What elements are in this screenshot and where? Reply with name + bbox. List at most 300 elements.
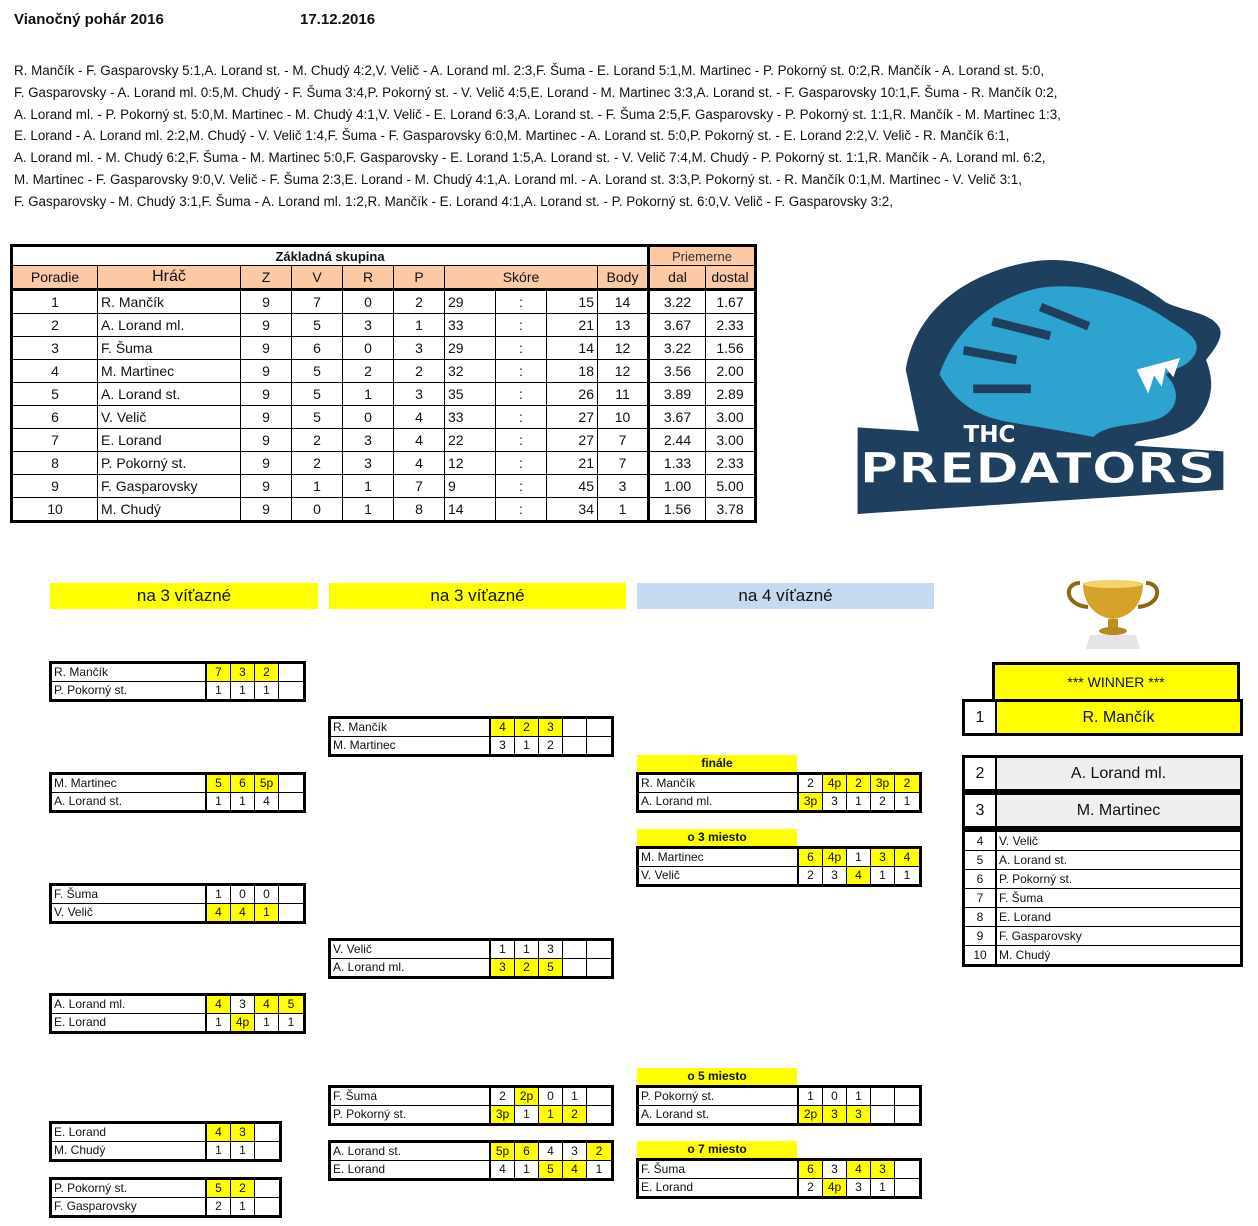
- cell-rank: 5: [12, 383, 98, 406]
- match-player-row: [639, 1088, 919, 1105]
- match-player-row: [331, 736, 611, 754]
- set-score: 1: [231, 1142, 255, 1159]
- place-name: M. Martinec: [997, 795, 1240, 826]
- place-number: 1: [965, 702, 997, 733]
- set-score: 6: [799, 849, 823, 866]
- cell-dostal: 2.00: [706, 360, 756, 383]
- standings-row: [12, 429, 756, 452]
- set-score: 2: [515, 959, 539, 976]
- set-score: 2: [847, 775, 871, 792]
- cell-sep: :: [496, 429, 547, 452]
- results-line: A. Lorand ml. - P. Pokorný st. 5:0,M. Martinec - M. Chudý 4:1,V. Velič - E. Lorand 6:3,A. Lorand st. - F. Šuma 2:5,F. Gasparovsky - P. Pokorný st. 1:1,R. Mančík - M. Martinec 1:3,: [14, 106, 1061, 122]
- set-score: [563, 941, 587, 958]
- player-name: M. Martinec: [331, 737, 491, 754]
- cell-v: 5: [292, 383, 343, 406]
- set-score: 4: [231, 904, 255, 921]
- match-label-fifth: o 5 miesto: [637, 1068, 797, 1085]
- set-score: 4p: [823, 849, 847, 866]
- set-score: 3: [231, 664, 255, 681]
- set-score: 0: [255, 886, 279, 903]
- player-name: F. Šuma: [639, 1161, 799, 1178]
- set-score: [895, 1088, 919, 1105]
- cell-dal: 2.44: [649, 429, 706, 452]
- match-player-row: [639, 849, 919, 866]
- standings-row: [12, 406, 756, 429]
- match-qf3: [49, 883, 306, 924]
- set-score: 2p: [515, 1088, 539, 1105]
- set-score: 1: [255, 904, 279, 921]
- cell-ga: 34: [547, 498, 598, 522]
- player-name: R. Mančík: [639, 775, 799, 792]
- set-score: 1: [515, 941, 539, 958]
- set-score: 2: [231, 1180, 255, 1197]
- col-header-avg-conceded: dostal: [706, 266, 756, 290]
- set-score: 3: [823, 1106, 847, 1123]
- cell-r: 0: [343, 337, 394, 360]
- set-score: [871, 1088, 895, 1105]
- set-score: 1: [207, 1014, 231, 1031]
- cell-pts: 12: [598, 360, 649, 383]
- cell-pts: 7: [598, 452, 649, 475]
- match-player-row: [331, 1143, 611, 1160]
- cell-p: 3: [394, 337, 445, 360]
- set-score: 1: [847, 849, 871, 866]
- cell-rank: 4: [12, 360, 98, 383]
- set-score: 2: [799, 1179, 823, 1196]
- set-score: 4p: [231, 1014, 255, 1031]
- page-title: Vianočný pohár 2016: [14, 11, 164, 28]
- match-player-row: [639, 1105, 919, 1123]
- cell-name: E. Lorand: [98, 429, 241, 452]
- player-name: E. Lorand: [52, 1124, 207, 1141]
- match-label-final: finále: [637, 755, 797, 772]
- cell-p: 3: [394, 383, 445, 406]
- cell-dostal: 3.00: [706, 429, 756, 452]
- set-score: [255, 1180, 279, 1197]
- round-header-1: na 3 víťazné: [50, 583, 318, 609]
- set-score: 3: [847, 1179, 871, 1196]
- cell-dal: 3.56: [649, 360, 706, 383]
- place-number: 9: [965, 927, 997, 945]
- player-name: E. Lorand: [639, 1179, 799, 1196]
- set-score: 4p: [823, 1179, 847, 1196]
- match-player-row: [52, 1013, 303, 1031]
- cell-gf: 33: [445, 314, 496, 337]
- round-header-3: na 4 víťazné: [637, 583, 934, 609]
- cell-rank: 10: [12, 498, 98, 522]
- match-pre2: [49, 1177, 282, 1218]
- cell-gf: 9: [445, 475, 496, 498]
- set-score: [895, 1179, 919, 1196]
- match-player-row: [52, 681, 303, 699]
- cell-dal: 1.33: [649, 452, 706, 475]
- cell-p: 8: [394, 498, 445, 522]
- set-score: 1: [871, 867, 895, 884]
- logo-line1: THC: [963, 421, 1016, 448]
- set-score: 1: [207, 1142, 231, 1159]
- set-score: 0: [539, 1088, 563, 1105]
- cell-rank: 6: [12, 406, 98, 429]
- cell-pts: 13: [598, 314, 649, 337]
- set-score: 1: [255, 1014, 279, 1031]
- match-sf2: [328, 938, 614, 979]
- set-score: 1: [539, 1106, 563, 1123]
- place-number: 8: [965, 908, 997, 926]
- place-row: [965, 888, 1240, 907]
- set-score: 3: [871, 849, 895, 866]
- winner-label: *** WINNER ***: [992, 662, 1240, 700]
- place-row: [965, 832, 1240, 850]
- player-name: P. Pokorný st.: [331, 1106, 491, 1123]
- results-line: M. Martinec - F. Gasparovsky 9:0,V. Velič - F. Šuma 2:3,E. Lorand - M. Chudý 4:1,A. Lorand ml. - A. Lorand st. 3:3,P. Pokorný st. - R. Mančík 0:1,M. Martinec - V. Velič 3:1,: [14, 171, 1022, 187]
- set-score: 4: [895, 849, 919, 866]
- set-score: 2: [207, 1198, 231, 1215]
- set-score: 1: [207, 793, 231, 810]
- set-score: [563, 737, 587, 754]
- cell-ga: 21: [547, 452, 598, 475]
- match-player-row: [639, 1178, 919, 1196]
- set-score: 4: [207, 904, 231, 921]
- cell-pts: 1: [598, 498, 649, 522]
- cell-p: 2: [394, 290, 445, 314]
- cell-sep: :: [496, 452, 547, 475]
- cell-v: 1: [292, 475, 343, 498]
- player-name: E. Lorand: [52, 1014, 207, 1031]
- standings-row: [12, 337, 756, 360]
- place-number: 5: [965, 851, 997, 869]
- place-name: E. Lorand: [999, 910, 1052, 924]
- set-score: [279, 682, 303, 699]
- cell-dostal: 3.00: [706, 406, 756, 429]
- cell-v: 2: [292, 429, 343, 452]
- cell-gf: 12: [445, 452, 496, 475]
- cell-z: 9: [241, 452, 292, 475]
- cell-rank: 9: [12, 475, 98, 498]
- set-score: 0: [231, 886, 255, 903]
- cell-sep: :: [496, 314, 547, 337]
- set-score: [871, 1106, 895, 1123]
- player-name: M. Martinec: [639, 849, 799, 866]
- cell-gf: 29: [445, 290, 496, 314]
- player-name: F. Šuma: [331, 1088, 491, 1105]
- set-score: 3p: [799, 793, 823, 810]
- set-score: 4: [847, 1161, 871, 1178]
- set-score: 1: [847, 793, 871, 810]
- col-header-losses: P: [394, 266, 445, 290]
- set-score: 1: [595, 1162, 603, 1176]
- set-score: 1: [231, 793, 255, 810]
- set-score: 2: [799, 775, 823, 792]
- cell-v: 7: [292, 290, 343, 314]
- cell-pts: 12: [598, 337, 649, 360]
- set-score: 1: [903, 868, 911, 882]
- place-name: R. Mančík: [997, 702, 1240, 733]
- set-score: 4: [847, 867, 871, 884]
- player-name: A. Lorand ml.: [331, 959, 491, 976]
- cell-pts: 7: [598, 429, 649, 452]
- set-score: 3p: [491, 1106, 515, 1123]
- set-score: 7: [207, 664, 231, 681]
- cell-z: 9: [241, 429, 292, 452]
- cell-dal: 3.67: [649, 406, 706, 429]
- set-score: 1: [847, 1088, 871, 1105]
- cell-v: 6: [292, 337, 343, 360]
- cell-v: 5: [292, 360, 343, 383]
- set-score: 2p: [799, 1106, 823, 1123]
- cell-dal: 3.67: [649, 314, 706, 337]
- match-cl1: [328, 1085, 614, 1126]
- set-score: 2: [255, 664, 279, 681]
- match-player-row: [52, 996, 303, 1013]
- cell-z: 9: [241, 314, 292, 337]
- player-name: V. Velič: [52, 904, 207, 921]
- cell-ga: 27: [547, 429, 598, 452]
- set-score: 4: [491, 1161, 515, 1178]
- standings-row: [12, 498, 756, 522]
- cell-r: 3: [343, 452, 394, 475]
- cell-p: 1: [394, 314, 445, 337]
- match-qf1: [49, 661, 306, 702]
- match-player-row: [331, 1105, 611, 1123]
- player-name: P. Pokorný st.: [639, 1088, 799, 1105]
- col-header-avg-scored: dal: [649, 266, 706, 290]
- place-row: [965, 926, 1240, 945]
- set-score: 3: [823, 1161, 847, 1178]
- results-line: R. Mančík - F. Gasparovsky 5:1,A. Lorand st. - M. Chudý 4:2,V. Velič - A. Lorand ml. 2:3,F. Šuma - E. Lorand 5:1,M. Martinec - P. Pokorný st. 0:2,R. Mančík - A. Lorand st. 5:0,: [14, 63, 1045, 78]
- set-score: [587, 941, 611, 958]
- cell-r: 3: [343, 429, 394, 452]
- cell-name: V. Velič: [98, 406, 241, 429]
- set-score: 2: [871, 793, 895, 810]
- cell-dostal: 2.33: [706, 314, 756, 337]
- set-score: 3: [847, 1106, 871, 1123]
- col-header-rank: Poradie: [12, 266, 98, 290]
- set-score: 1: [207, 886, 231, 903]
- cell-ga: 18: [547, 360, 598, 383]
- cell-rank: 2: [12, 314, 98, 337]
- cell-sep: :: [496, 360, 547, 383]
- col-header-points: Body: [598, 266, 649, 290]
- place-name: P. Pokorný st.: [999, 872, 1073, 886]
- set-score: 3: [231, 996, 255, 1013]
- set-score: [279, 775, 303, 792]
- cell-pts: 14: [598, 290, 649, 314]
- cell-ga: 26: [547, 383, 598, 406]
- place-1: [962, 699, 1243, 736]
- cell-r: 2: [343, 360, 394, 383]
- place-name: A. Lorand ml.: [997, 758, 1240, 789]
- cell-ga: 15: [547, 290, 598, 314]
- cell-sep: :: [496, 475, 547, 498]
- standings-row: [12, 452, 756, 475]
- logo-line2: PREDATORS: [859, 444, 1216, 494]
- match-player-row: [52, 664, 303, 681]
- player-name: A. Lorand st.: [52, 793, 207, 810]
- cell-sep: :: [496, 383, 547, 406]
- set-score: 6: [515, 1143, 539, 1160]
- set-score: [255, 1124, 279, 1141]
- cell-dal: 3.22: [649, 337, 706, 360]
- set-score: [587, 1106, 611, 1123]
- cell-rank: 3: [12, 337, 98, 360]
- set-score: 6: [799, 1161, 823, 1178]
- set-score: 6: [231, 775, 255, 792]
- set-score: 3: [539, 719, 563, 736]
- match-third: [636, 846, 922, 887]
- standings-row: [12, 475, 756, 498]
- set-score: 1: [515, 737, 539, 754]
- cell-z: 9: [241, 360, 292, 383]
- place-2: [962, 755, 1243, 792]
- cell-pts: 10: [598, 406, 649, 429]
- cell-r: 1: [343, 498, 394, 522]
- set-score: 3: [823, 793, 847, 810]
- set-score: 5p: [491, 1143, 515, 1160]
- cell-dostal: 2.89: [706, 383, 756, 406]
- match-player-row: [331, 719, 611, 736]
- set-score: [563, 959, 587, 976]
- place-name: A. Lorand st.: [999, 853, 1068, 867]
- cell-p: 4: [394, 452, 445, 475]
- results-line: E. Lorand - A. Lorand ml. 2:2,M. Chudý - V. Velič 1:4,F. Šuma - F. Gasparovsky 6:0,M. Martinec - A. Lorand st. 5:0,P. Pokorný st. - E. Lorand 2:2,V. Velič - R. Mančík 6:1,: [14, 128, 1010, 144]
- match-player-row: [331, 1088, 611, 1105]
- match-label-seventh: o 7 miesto: [637, 1141, 797, 1158]
- cell-dostal: 1.67: [706, 290, 756, 314]
- cell-dostal: 1.56: [706, 337, 756, 360]
- set-score: 1: [563, 1088, 587, 1105]
- set-score: 2: [515, 719, 539, 736]
- match-player-row: [52, 886, 303, 903]
- cell-name: A. Lorand st.: [98, 383, 241, 406]
- player-name: A. Lorand st.: [331, 1143, 491, 1160]
- cell-gf: 14: [445, 498, 496, 522]
- set-score: 4: [207, 996, 231, 1013]
- round-header-2: na 3 víťazné: [329, 583, 626, 609]
- cell-p: 4: [394, 429, 445, 452]
- set-score: 3: [823, 867, 847, 884]
- set-score: [255, 1198, 279, 1215]
- cell-sep: :: [496, 406, 547, 429]
- player-name: A. Lorand ml.: [52, 996, 207, 1013]
- cell-gf: 32: [445, 360, 496, 383]
- set-score: 1: [491, 941, 515, 958]
- cell-name: R. Mančík: [98, 290, 241, 314]
- cell-r: 0: [343, 290, 394, 314]
- match-player-row: [331, 941, 611, 958]
- cell-rank: 1: [12, 290, 98, 314]
- cell-ga: 21: [547, 314, 598, 337]
- place-name: M. Chudý: [999, 948, 1051, 962]
- cell-rank: 8: [12, 452, 98, 475]
- cell-gf: 33: [445, 406, 496, 429]
- set-score: [279, 793, 303, 810]
- standings-row: [12, 290, 756, 314]
- place-number: 10: [965, 946, 997, 964]
- set-score: 3: [491, 959, 515, 976]
- set-score: 2: [563, 1106, 587, 1123]
- match-player-row: [52, 1197, 279, 1215]
- cell-gf: 29: [445, 337, 496, 360]
- cell-z: 9: [241, 498, 292, 522]
- set-score: 5: [539, 1161, 563, 1178]
- cell-name: F. Gasparovsky: [98, 475, 241, 498]
- match-fifth: [636, 1085, 922, 1126]
- set-score: [587, 737, 611, 754]
- cell-dal: 3.89: [649, 383, 706, 406]
- set-score: 3: [563, 1143, 587, 1160]
- set-score: 4: [491, 719, 515, 736]
- set-score: 2: [799, 867, 823, 884]
- set-score: [279, 904, 303, 921]
- set-score: [895, 1161, 919, 1178]
- place-name: F. Gasparovsky: [999, 929, 1082, 943]
- match-player-row: [639, 775, 919, 792]
- cell-dostal: 5.00: [706, 475, 756, 498]
- set-score: 4: [207, 1124, 231, 1141]
- cell-sep: :: [496, 498, 547, 522]
- cell-rank: 7: [12, 429, 98, 452]
- place-number: 2: [965, 758, 997, 789]
- set-score: 4: [539, 1143, 563, 1160]
- match-player-row: [52, 792, 303, 810]
- cell-ga: 14: [547, 337, 598, 360]
- player-name: A. Lorand ml.: [639, 793, 799, 810]
- results-line: F. Gasparovsky - A. Lorand ml. 0:5,M. Chudý - F. Šuma 3:4,P. Pokorný st. - V. Velič 4:5,E. Lorand - M. Martinec 3:3,A. Lorand st. - F. Gasparovsky 10:1,F. Šuma - R. Mančík 0:2,: [14, 84, 1058, 100]
- set-score: 5: [539, 959, 563, 976]
- cell-dal: 1.00: [649, 475, 706, 498]
- match-player-row: [331, 958, 611, 976]
- remaining-places: [962, 829, 1243, 967]
- match-player-row: [52, 775, 303, 792]
- cell-name: F. Šuma: [98, 337, 241, 360]
- set-score: 5p: [255, 775, 279, 792]
- set-score: 1: [231, 682, 255, 699]
- cell-sep: :: [496, 337, 547, 360]
- cell-z: 9: [241, 406, 292, 429]
- player-name: P. Pokorný st.: [52, 682, 207, 699]
- cell-z: 9: [241, 383, 292, 406]
- set-score: [587, 959, 611, 976]
- set-score: 5: [207, 775, 231, 792]
- set-score: [563, 719, 587, 736]
- cell-v: 2: [292, 452, 343, 475]
- set-score: 3: [871, 1161, 895, 1178]
- cell-r: 1: [343, 475, 394, 498]
- set-score: 1: [515, 1106, 539, 1123]
- match-player-row: [52, 1124, 279, 1141]
- place-row: [965, 907, 1240, 926]
- place-name: V. Velič: [999, 834, 1038, 848]
- player-name: A. Lorand st.: [639, 1106, 799, 1123]
- cell-dostal: 3.78: [706, 498, 756, 522]
- player-name: R. Mančík: [331, 719, 491, 736]
- set-score: 1: [231, 1198, 255, 1215]
- group-title: Základná skupina: [12, 246, 649, 266]
- cell-ga: 27: [547, 406, 598, 429]
- set-score: 1: [903, 794, 911, 808]
- match-label-third: o 3 miesto: [637, 829, 797, 846]
- col-header-played: Z: [241, 266, 292, 290]
- match-player-row: [52, 903, 303, 921]
- match-final: [636, 772, 922, 813]
- match-player-row: [52, 1141, 279, 1159]
- set-score: 1: [515, 1161, 539, 1178]
- standings-row: [12, 314, 756, 337]
- match-player-row: [52, 1180, 279, 1197]
- player-name: V. Velič: [331, 941, 491, 958]
- set-score: 2: [491, 1088, 515, 1105]
- cell-name: A. Lorand ml.: [98, 314, 241, 337]
